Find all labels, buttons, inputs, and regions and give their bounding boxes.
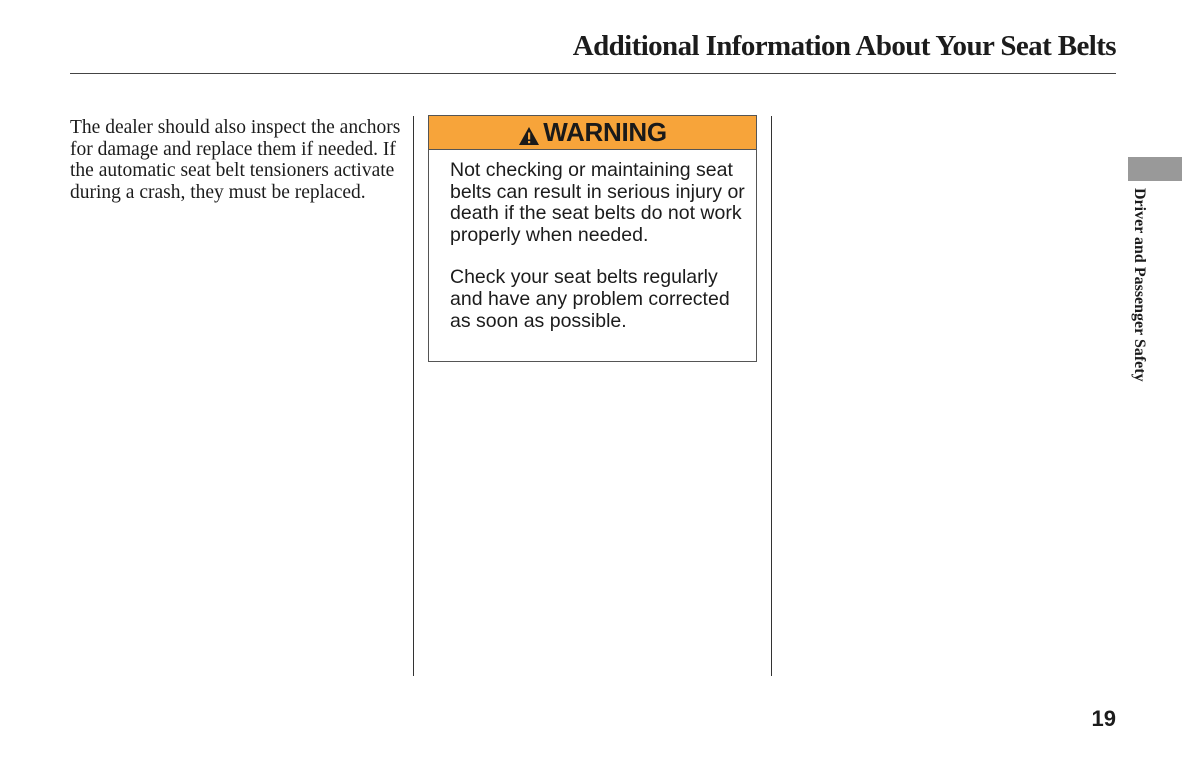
body-paragraph: The dealer should also inspect the anchors for damage and replace them if needed. If the automatic seat belt tensioners activate during a crash, they must be replaced. <box>70 117 401 203</box>
page-title: Additional Information About Your Seat Belts <box>572 30 1116 62</box>
warning-header <box>429 116 756 150</box>
column-divider-left <box>413 116 414 676</box>
column-divider-right <box>771 116 772 676</box>
section-tab-marker <box>1128 157 1182 181</box>
warning-box <box>428 115 757 362</box>
warning-paragraph: Check your seat belts regularly and have any problem corrected as soon as possible. <box>450 266 730 332</box>
section-side-label: Driver and Passenger Safety <box>1131 188 1148 382</box>
warning-paragraph: Not checking or maintaining seat belts can result in serious injury or death if the seat belts do not work properly when needed. <box>450 159 745 246</box>
page-number: 19 <box>1091 706 1116 731</box>
warning-body <box>429 150 756 332</box>
title-divider <box>70 73 1116 74</box>
warning-triangle-icon <box>518 122 540 142</box>
warning-label: WARNING <box>543 117 667 147</box>
